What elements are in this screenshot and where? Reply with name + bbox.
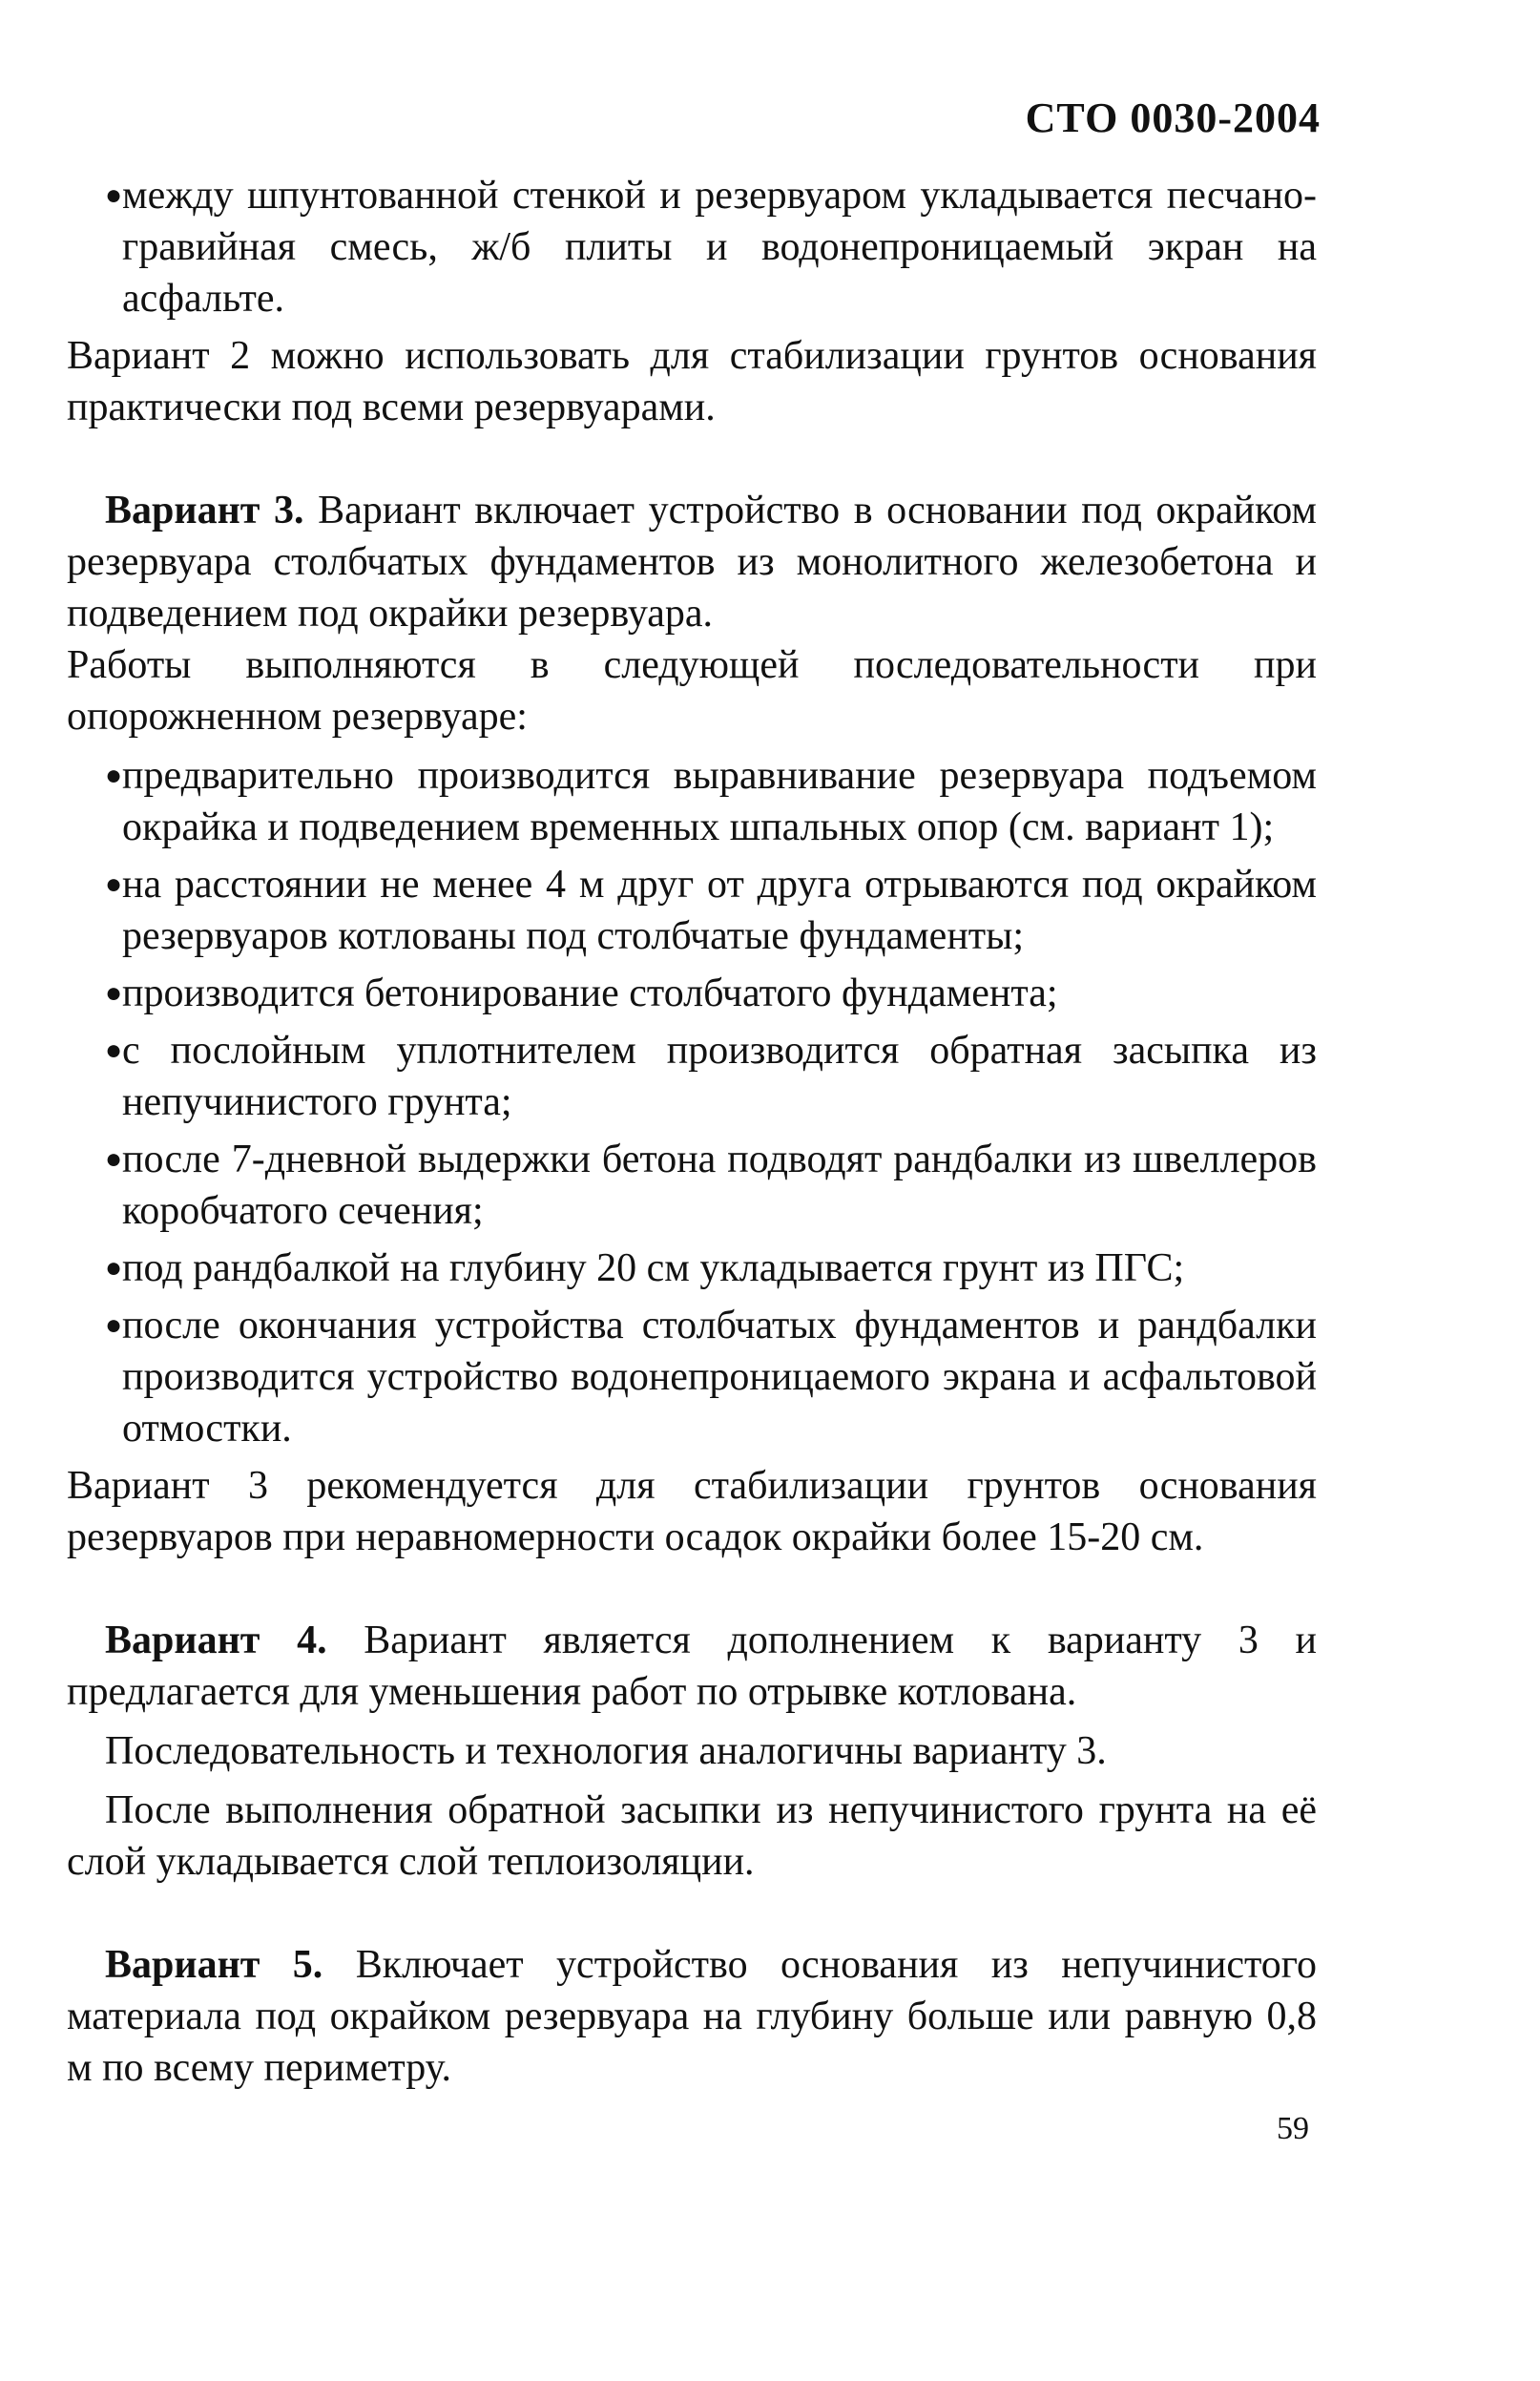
document-body [67,170,1317,2094]
bullet-icon: ● [105,868,123,900]
variant5-text: Включает устройство основания из непучинистого материала под окрайком резервуара на глубину больше или равную 0,8 м по всему периметру. [67,1943,1317,2090]
variant3-text: Вариант включает устройство в основании под окрайком резервуара столбчатых фундаментов из монолитного железобетона и подведением под окрайки резервуара. [67,489,1318,636]
bullet-icon: ● [105,1034,123,1066]
paragraph-variant4 [67,1615,1317,1718]
document-code: СТО 0030-2004 [1025,94,1321,141]
intro-bullet-list [67,170,1317,324]
list-item: ● под рандбалкой на глубину 20 см укладывается грунт из ПГС; [67,1243,1317,1294]
bullet-icon: ● [105,1252,123,1284]
variant3-steps-list [67,750,1317,1454]
variant3-title: Вариант 3. [105,489,304,533]
list-item: ● на расстоянии не менее 4 м друг от друга отрываются под окрайком резервуаров котлованы под столбчатые фундаменты; [67,859,1317,962]
bullet-icon: ● [105,179,123,211]
variant5-title: Вариант 5. [105,1943,323,1987]
variant4-title: Вариант 4. [105,1619,327,1662]
list-item: ● между шпунтованной стенкой и резервуаром укладывается песчано-гравийная смесь, ж/б плиты и водонепроницаемый экран на асфальте. [67,170,1317,324]
list-item: ● с послойным уплотнителем производится обратная засыпка из непучинистого грунта; [67,1025,1317,1128]
paragraph-variant4-insulation: После выполнения обратной засыпки из непучинистого грунта на её слой укладывается слой теплоизоляции. [67,1788,1317,1884]
list-item: ● после окончания устройства столбчатых фундаментов и рандбалки производится устройство водонепроницаемого экрана и асфальтовой отмостки. [67,1300,1317,1454]
list-item: ● производится бетонирование столбчатого фундамента; [67,968,1317,1019]
bullet-icon: ● [105,760,123,791]
page-number: 59 [1277,2111,1309,2146]
bullet-icon: ● [105,1309,123,1341]
list-item: ● предварительно производится выравнивание резервуара подъемом окрайка и подведением временных шпальных опор (см. вариант 1); [67,750,1317,853]
paragraph-variant5 [67,1939,1317,2094]
bullet-icon: ● [105,1143,123,1175]
paragraph-variant3-recommendation: Вариант 3 рекомендуется для стабилизации грунтов основания резервуаров при неравномерности осадок окрайки более 15-20 см. [67,1464,1317,1559]
bullet-icon: ● [105,977,123,1009]
paragraph-works-intro: Работы выполняются в следующей последовательности при опорожненном резервуаре: [67,643,1317,739]
list-item: ● после 7-дневной выдержки бетона подводят рандбалки из швеллеров коробчатого сечения; [67,1134,1317,1237]
paragraph-variant2-usage: Вариант 2 можно использовать для стабилизации грунтов основания практически под всеми резервуарами. [67,334,1317,429]
paragraph-variant3 [67,485,1317,639]
paragraph-variant4-sequence: Последовательность и технология аналогичны варианту 3. [105,1729,1107,1773]
variant4-text: Вариант является дополнением к варианту 3 и предлагается для уменьшения работ по отрывке котлована. [67,1619,1317,1714]
